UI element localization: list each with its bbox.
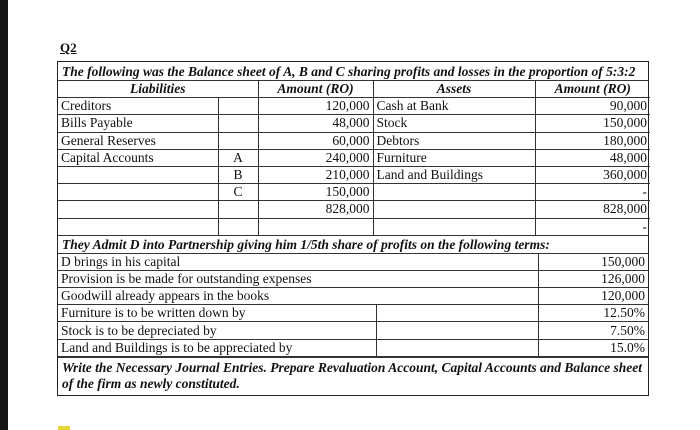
table-row (58, 115, 650, 132)
term-label: Provision is be made for outstanding expenses (58, 270, 538, 287)
liability-cell (58, 166, 218, 183)
table-row (58, 184, 650, 201)
asset-cell: Cash at Bank (373, 98, 535, 115)
partner-cell (218, 115, 258, 132)
asset-cell (373, 201, 535, 218)
asset-cell: Stock (373, 115, 535, 132)
asset-amount-cell: 90,000 (535, 98, 650, 115)
liability-amount-cell: 150,000 (258, 184, 373, 201)
term-value: 120,000 (538, 288, 648, 305)
asset-amount-cell: - (535, 218, 650, 235)
question-sheet (57, 61, 649, 396)
table-row (58, 218, 650, 235)
liability-cell: Creditors (58, 98, 218, 115)
term-row (58, 270, 648, 287)
asset-amount-cell: 150,000 (535, 115, 650, 132)
partner-cell: B (218, 166, 258, 183)
table-row (58, 149, 650, 166)
term-value: 7.50% (538, 322, 648, 339)
term-label: Stock is to be depreciated by (58, 322, 376, 339)
liability-total-cell: 828,000 (258, 201, 373, 218)
balance-sheet-header-row (58, 81, 650, 98)
total-row (58, 201, 650, 218)
terms-heading: They Admit D into Partnership giving him 1/5th share of profits on the following terms: (58, 235, 648, 254)
partner-cell (218, 218, 258, 235)
partner-cell (218, 132, 258, 149)
liability-cell: General Reserves (58, 132, 218, 149)
header-assets: Assets (373, 81, 535, 98)
partner-cell (218, 98, 258, 115)
header-amount-right: Amount (RO) (535, 81, 650, 98)
term-row (58, 305, 648, 322)
liability-amount-cell: 60,000 (258, 132, 373, 149)
window-edge (0, 0, 8, 430)
balance-sheet-table (58, 81, 650, 235)
term-value: 150,000 (538, 254, 648, 271)
asset-cell: Furniture (373, 149, 535, 166)
term-label: D brings in his capital (58, 254, 538, 271)
partner-cell (218, 201, 258, 218)
asset-cell (373, 184, 535, 201)
terms-table (58, 254, 648, 357)
liability-amount-cell (258, 218, 373, 235)
intro-text: The following was the Balance sheet of A, B and C sharing profits and losses in the proportion of 5:3:2 (58, 62, 648, 81)
table-row (58, 98, 650, 115)
asset-cell (373, 218, 535, 235)
liability-amount-cell: 210,000 (258, 166, 373, 183)
instructions-text: Write the Necessary Journal Entries. Prepare Revaluation Account, Capital Accounts and Balance sheet of the firm as newly constituted. (58, 357, 648, 395)
partner-cell: A (218, 149, 258, 166)
term-label: Furniture is to be written down by (58, 305, 376, 322)
header-amount-left: Amount (RO) (258, 81, 373, 98)
header-liabilities: Liabilities (58, 81, 258, 98)
term-spacer (376, 339, 538, 356)
liability-cell: Bills Payable (58, 115, 218, 132)
term-row (58, 339, 648, 356)
liability-amount-cell: 120,000 (258, 98, 373, 115)
term-value: 12.50% (538, 305, 648, 322)
highlight-mark (58, 426, 70, 430)
asset-cell: Land and Buildings (373, 166, 535, 183)
term-row (58, 254, 648, 271)
table-row (58, 166, 650, 183)
liability-amount-cell: 48,000 (258, 115, 373, 132)
term-label: Land and Buildings is to be appreciated by (58, 339, 376, 356)
asset-total-cell: 828,000 (535, 201, 650, 218)
liability-cell (58, 201, 218, 218)
partner-cell: C (218, 184, 258, 201)
term-spacer (376, 322, 538, 339)
table-row (58, 132, 650, 149)
asset-amount-cell: 180,000 (535, 132, 650, 149)
term-row (58, 322, 648, 339)
liability-amount-cell: 240,000 (258, 149, 373, 166)
term-spacer (376, 305, 538, 322)
liability-cell (58, 218, 218, 235)
term-value: 15.0% (538, 339, 648, 356)
asset-amount-cell: - (535, 184, 650, 201)
term-label: Goodwill already appears in the books (58, 288, 538, 305)
term-value: 126,000 (538, 270, 648, 287)
term-row (58, 288, 648, 305)
liability-cell (58, 184, 218, 201)
asset-amount-cell: 48,000 (535, 149, 650, 166)
asset-amount-cell: 360,000 (535, 166, 650, 183)
question-label: Q2 (60, 40, 77, 55)
liability-cell: Capital Accounts (58, 149, 218, 166)
asset-cell: Debtors (373, 132, 535, 149)
